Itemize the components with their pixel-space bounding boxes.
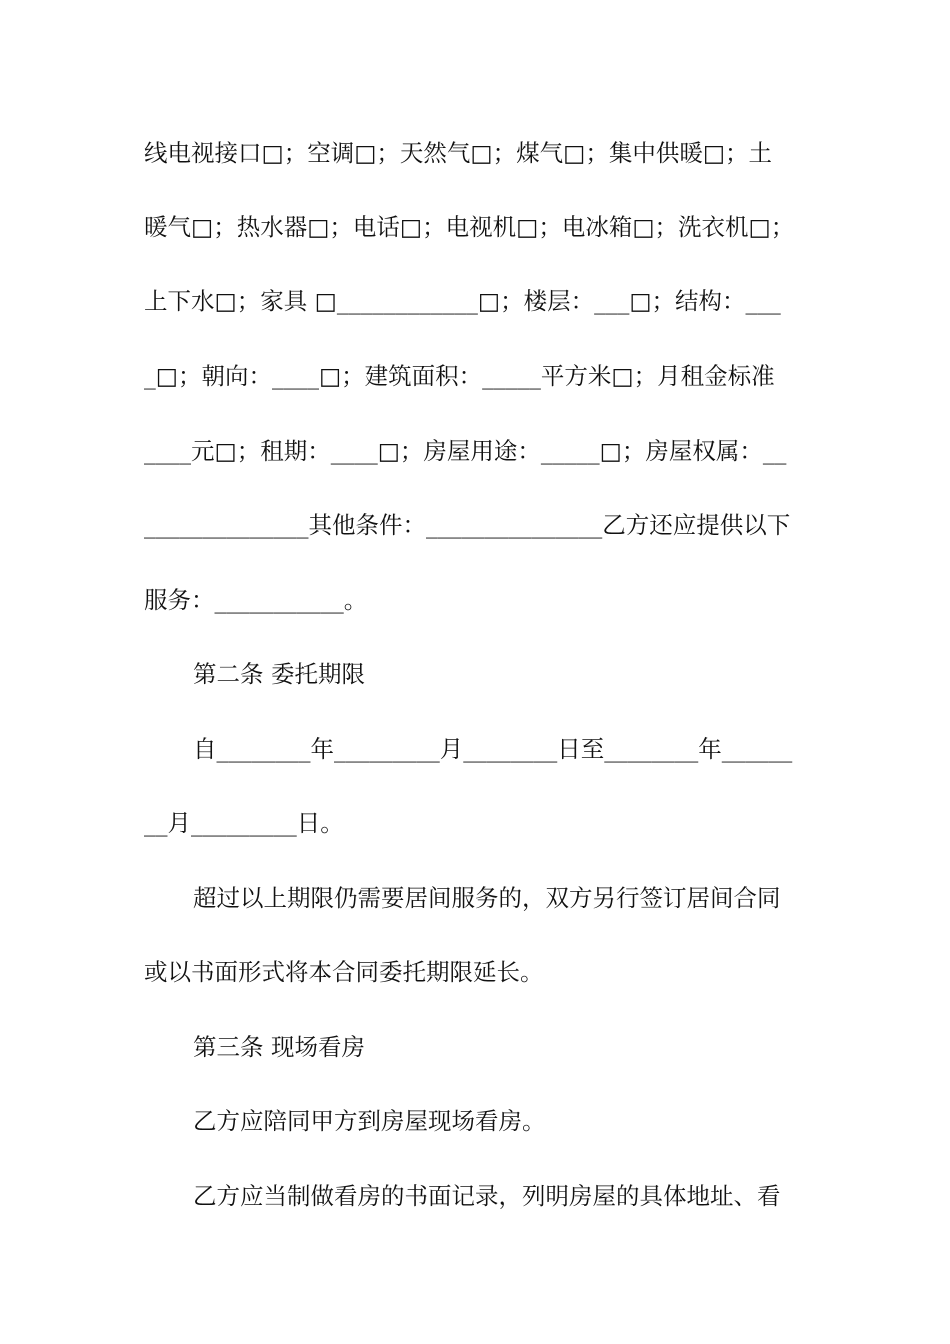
paragraph-line: ____元□；租期：____□；房屋用途：_____□；房屋权属：__ — [144, 437, 787, 465]
paragraph-line: 线电视接口□；空调□；天然气□；煤气□；集中供暖□；土 — [144, 139, 773, 167]
section-heading: 第三条 现场看房 — [193, 1033, 365, 1061]
paragraph-line: 超过以上期限仍需要居间服务的，双方另行签订居间合同 — [193, 884, 781, 912]
paragraph-line: 或以书面形式将本合同委托期限延长。 — [144, 958, 544, 986]
paragraph-line: __月_________日。 — [144, 809, 344, 837]
paragraph-line: 服务：___________。 — [144, 586, 368, 614]
paragraph-line: 乙方应陪同甲方到房屋现场看房。 — [193, 1107, 546, 1135]
paragraph-line: 自________年_________月________日至________年______ — [193, 735, 793, 763]
paragraph-line: 上下水□；家具 □____________□；楼层：___□；结构：___ — [144, 287, 781, 315]
paragraph-line: ______________其他条件：_______________乙方还应提供以下 — [144, 511, 791, 539]
paragraph-line: 乙方应当制做看房的书面记录，列明房屋的具体地址、看 — [193, 1182, 781, 1210]
section-heading: 第二条 委托期限 — [193, 660, 365, 688]
paragraph-line: _□；朝向：____□；建筑面积：_____平方米□；月租金标准 — [144, 362, 775, 390]
paragraph-line: 暖气□；热水器□；电话□；电视机□；电冰箱□；洗衣机□； — [144, 213, 795, 241]
